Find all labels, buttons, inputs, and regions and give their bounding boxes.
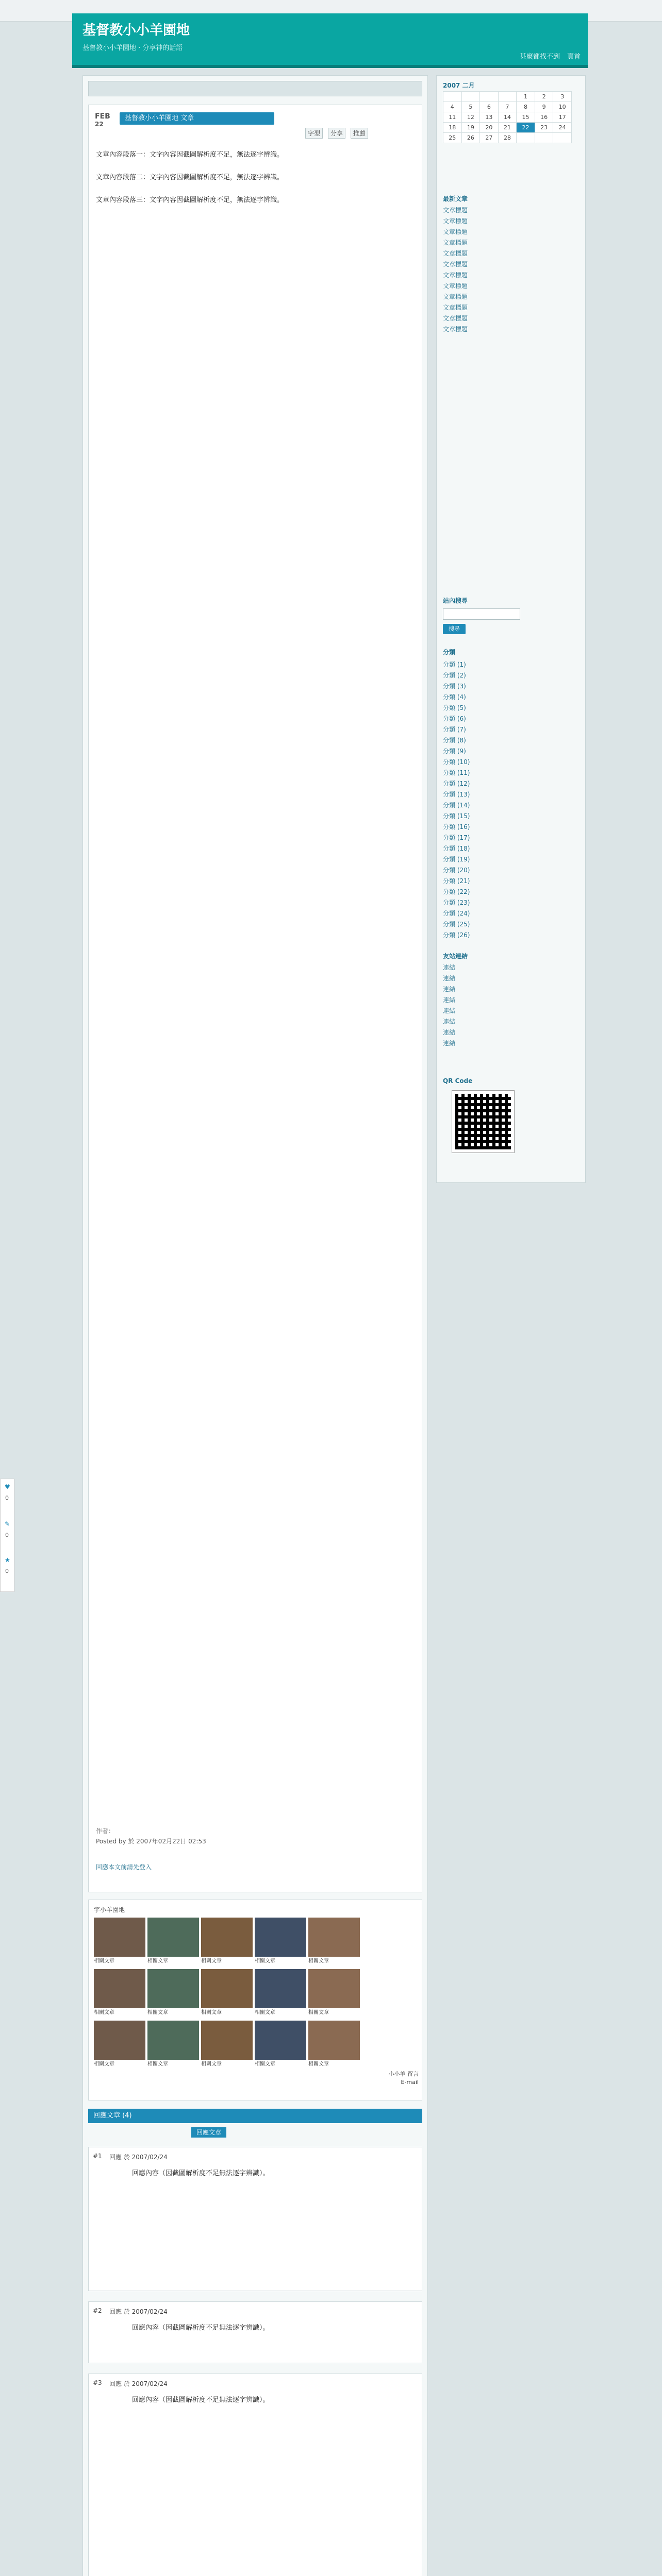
- comment-text: 回應內容（因截圖解析度不足無法逐字辨識）。: [132, 2396, 270, 2404]
- calendar-day[interactable]: 19: [461, 123, 480, 133]
- calendar-day: [443, 92, 462, 102]
- category-link[interactable]: 分類 (25): [443, 921, 470, 928]
- breadcrumb-bar: [88, 81, 422, 96]
- related-caption[interactable]: 相關文章: [147, 1958, 168, 1964]
- calendar-day[interactable]: 11: [443, 112, 462, 123]
- calendar-day[interactable]: 14: [498, 112, 517, 123]
- comment-count: 0: [5, 1532, 9, 1538]
- header-right: [433, 13, 588, 68]
- friend-link[interactable]: 連結: [443, 986, 456, 993]
- article-paragraph: 文章內容段落三：文字內容因截圖解析度不足，無法逐字辨識。: [96, 196, 284, 204]
- recent-post-link[interactable]: 文章標題: [443, 207, 468, 214]
- calendar-day[interactable]: 12: [461, 112, 480, 123]
- category-header: 分類: [443, 649, 456, 656]
- calendar-day[interactable]: 8: [517, 102, 535, 112]
- calendar-day[interactable]: 9: [535, 102, 553, 112]
- related-caption[interactable]: 相關文章: [94, 2010, 114, 2015]
- blog-title[interactable]: 基督教小小羊園地: [82, 23, 190, 38]
- calendar-day[interactable]: 3: [553, 92, 572, 102]
- friend-link[interactable]: 連結: [443, 964, 456, 971]
- calendar-day[interactable]: 5: [461, 102, 480, 112]
- calendar-day: [535, 133, 553, 143]
- links-header: 友站連結: [443, 953, 468, 960]
- calendar-day: [553, 133, 572, 143]
- friend-link[interactable]: 連結: [443, 1029, 456, 1036]
- article-posted: Posted by 於 2007年02月22日 02:53: [96, 1838, 206, 1845]
- friend-link[interactable]: 連結: [443, 1040, 456, 1047]
- category-link[interactable]: 分類 (20): [443, 867, 470, 874]
- category-link[interactable]: 分類 (11): [443, 769, 470, 776]
- related-caption[interactable]: 相關文章: [255, 1958, 275, 1964]
- date-month: FEB: [95, 112, 110, 121]
- calendar-day[interactable]: 13: [480, 112, 499, 123]
- category-link[interactable]: 分類 (3): [443, 683, 466, 690]
- article-paragraph: 文章內容段落一：文字內容因截圖解析度不足，無法逐字辨識。: [96, 151, 284, 159]
- calendar-day: [498, 92, 517, 102]
- sidebar: [436, 75, 586, 1183]
- qr-header: QR Code: [443, 1077, 473, 1084]
- related-thumbnail[interactable]: [147, 1969, 199, 2008]
- comment-byline: 回應 於 2007/02/24: [109, 2154, 168, 2161]
- related-caption[interactable]: 相關文章: [201, 1958, 222, 1964]
- related-thumbnail[interactable]: [94, 1969, 145, 2008]
- calendar-day[interactable]: 18: [443, 123, 462, 133]
- related-thumbnail[interactable]: [147, 1918, 199, 1957]
- header-links: [515, 51, 581, 61]
- related-thumbnail[interactable]: [255, 2021, 306, 2060]
- blog-subtitle: 基督教小小羊園地 · 分享神的話語: [82, 44, 183, 52]
- recent-post-link[interactable]: 文章標題: [443, 228, 468, 235]
- search-header: 站內搜尋: [443, 597, 468, 604]
- font-button[interactable]: 字型: [305, 128, 323, 139]
- category-link[interactable]: 分類 (5): [443, 704, 466, 711]
- related-caption[interactable]: 相關文章: [308, 1958, 329, 1964]
- category-link[interactable]: 分類 (10): [443, 758, 470, 766]
- friend-link[interactable]: 連結: [443, 1018, 456, 1025]
- bookmark-count: 0: [5, 1568, 9, 1574]
- blog-header: [72, 13, 433, 68]
- related-thumbnail[interactable]: [308, 1969, 360, 2008]
- related-caption[interactable]: 相關文章: [255, 2061, 275, 2067]
- calendar-day[interactable]: 20: [480, 123, 499, 133]
- related-caption[interactable]: 相關文章: [201, 2061, 222, 2067]
- category-link[interactable]: 分類 (1): [443, 661, 466, 668]
- calendar-day[interactable]: 24: [553, 123, 572, 133]
- category-link[interactable]: 分類 (19): [443, 856, 470, 863]
- category-link[interactable]: 分類 (21): [443, 877, 470, 885]
- calendar-day: [517, 133, 535, 143]
- friend-links: [443, 963, 577, 1049]
- calendar-day[interactable]: 22: [517, 123, 535, 133]
- recent-post-link[interactable]: 文章標題: [443, 326, 468, 333]
- related-caption[interactable]: 相關文章: [147, 2061, 168, 2067]
- recent-header: 最新文章: [443, 195, 468, 202]
- related-links: [367, 2070, 419, 2087]
- date-day: 22: [95, 121, 104, 128]
- bookmark-icon[interactable]: ★: [5, 1556, 10, 1564]
- recent-post-link[interactable]: 文章標題: [443, 272, 468, 279]
- category-link[interactable]: 分類 (17): [443, 834, 470, 841]
- comment-number: #1: [93, 2153, 102, 2160]
- header-link[interactable]: 甚麼都找不到: [519, 53, 560, 61]
- calendar: [443, 91, 572, 143]
- calendar-day[interactable]: 16: [535, 112, 553, 123]
- category-list: [443, 660, 577, 941]
- calendar-day: [480, 92, 499, 102]
- comment: [88, 2374, 422, 2576]
- calendar-day[interactable]: 23: [535, 123, 553, 133]
- recent-post-link[interactable]: 文章標題: [443, 239, 468, 246]
- category-link[interactable]: 分類 (26): [443, 931, 470, 939]
- like-count: 0: [5, 1495, 9, 1501]
- friend-link[interactable]: 連結: [443, 975, 456, 982]
- category-link[interactable]: 分類 (7): [443, 726, 466, 733]
- header-link[interactable]: 頁首: [567, 53, 581, 61]
- article-title[interactable]: 基督教小小羊園地 文章: [120, 112, 274, 125]
- comments-subheader[interactable]: 回應文章: [191, 2127, 226, 2138]
- related-thumbnail[interactable]: [201, 2021, 253, 2060]
- category-link[interactable]: 分類 (15): [443, 812, 470, 820]
- comment: [88, 2147, 422, 2291]
- category-link[interactable]: 分類 (16): [443, 823, 470, 831]
- category-link[interactable]: 分類 (12): [443, 780, 470, 787]
- article-author: 作者：: [96, 1827, 115, 1835]
- calendar-day[interactable]: 7: [498, 102, 517, 112]
- comment: [88, 2301, 422, 2363]
- related-thumbnail[interactable]: [94, 2021, 145, 2060]
- category-link[interactable]: 分類 (4): [443, 693, 466, 701]
- related-caption[interactable]: 相關文章: [94, 1958, 114, 1964]
- article: [88, 105, 422, 1892]
- related-header: 字小羊園地: [94, 1906, 125, 1913]
- comment-byline: 回應 於 2007/02/24: [109, 2308, 168, 2315]
- related-thumbnail[interactable]: [308, 2021, 360, 2060]
- recent-post-link[interactable]: 文章標題: [443, 250, 468, 257]
- main-column: [82, 75, 428, 2576]
- related-thumbnail[interactable]: [255, 1918, 306, 1957]
- recent-post-link[interactable]: 文章標題: [443, 261, 468, 268]
- qr-code-image: [452, 1091, 514, 1153]
- related-thumbnail[interactable]: [201, 1918, 253, 1957]
- category-link[interactable]: 分類 (6): [443, 715, 466, 722]
- reply-login-link[interactable]: 回應本文前請先登入: [96, 1863, 152, 1871]
- related-caption[interactable]: 相關文章: [255, 2010, 275, 2015]
- related-caption[interactable]: 相關文章: [147, 2010, 168, 2015]
- calendar-day[interactable]: 6: [480, 102, 499, 112]
- comment-number: #3: [93, 2379, 102, 2386]
- search-button[interactable]: 搜尋: [443, 624, 466, 634]
- share-button[interactable]: 分享: [328, 128, 345, 139]
- related-thumbnail[interactable]: [255, 1969, 306, 2008]
- recent-post-link[interactable]: 文章標題: [443, 217, 468, 225]
- category-link[interactable]: 分類 (13): [443, 791, 470, 798]
- calendar-header: 2007 二月: [443, 82, 475, 89]
- calendar-day[interactable]: 4: [443, 102, 462, 112]
- left-rail: [0, 1479, 14, 1592]
- calendar-day[interactable]: 27: [480, 133, 499, 143]
- recent-post-link[interactable]: 文章標題: [443, 282, 468, 290]
- related-caption[interactable]: 相關文章: [308, 2010, 329, 2015]
- article-meta: [96, 1826, 415, 1872]
- category-link[interactable]: 分類 (24): [443, 910, 470, 917]
- comments-header: 回應文章 (4): [88, 2109, 422, 2123]
- category-link[interactable]: 分類 (8): [443, 737, 466, 744]
- related-box: [88, 1900, 422, 2100]
- category-link[interactable]: 分類 (14): [443, 802, 470, 809]
- comment-text: 回應內容（因截圖解析度不足無法逐字辨識）。: [132, 2170, 270, 2177]
- comment-text: 回應內容（因截圖解析度不足無法逐字辨識）。: [132, 2324, 270, 2332]
- article-paragraph: 文章內容段落二：文字內容因截圖解析度不足，無法逐字辨識。: [96, 174, 284, 181]
- related-link[interactable]: E-mail: [401, 2079, 419, 2086]
- recent-posts: [443, 206, 577, 335]
- article-toolbar: [305, 128, 419, 139]
- category-link[interactable]: 分類 (23): [443, 899, 470, 906]
- calendar-day[interactable]: 28: [498, 133, 517, 143]
- calendar-day[interactable]: 15: [517, 112, 535, 123]
- calendar-day[interactable]: 10: [553, 102, 572, 112]
- recommend-button[interactable]: 推薦: [351, 128, 368, 139]
- category-link[interactable]: 分類 (9): [443, 748, 466, 755]
- calendar-day[interactable]: 26: [461, 133, 480, 143]
- calendar-grid: [443, 91, 572, 143]
- like-icon[interactable]: ♥: [5, 1483, 10, 1490]
- friend-link[interactable]: 連結: [443, 996, 456, 1004]
- category-link[interactable]: 分類 (22): [443, 888, 470, 895]
- related-caption[interactable]: 相關文章: [308, 2061, 329, 2067]
- related-thumbnail[interactable]: [201, 1969, 253, 2008]
- recent-post-link[interactable]: 文章標題: [443, 304, 468, 311]
- search-input[interactable]: [443, 608, 520, 620]
- related-thumbnail[interactable]: [147, 2021, 199, 2060]
- category-link[interactable]: 分類 (2): [443, 672, 466, 679]
- calendar-day: [461, 92, 480, 102]
- calendar-day[interactable]: 17: [553, 112, 572, 123]
- comment-number: #2: [93, 2307, 102, 2314]
- recent-post-link[interactable]: 文章標題: [443, 315, 468, 322]
- category-link[interactable]: 分類 (18): [443, 845, 470, 852]
- calendar-day[interactable]: 1: [517, 92, 535, 102]
- related-thumbnail[interactable]: [94, 1918, 145, 1957]
- calendar-day[interactable]: 2: [535, 92, 553, 102]
- article-body: [96, 149, 415, 217]
- calendar-day[interactable]: 25: [443, 133, 462, 143]
- recent-post-link[interactable]: 文章標題: [443, 293, 468, 300]
- comment-icon[interactable]: ✎: [5, 1520, 10, 1528]
- related-thumbnail[interactable]: [308, 1918, 360, 1957]
- related-caption[interactable]: 相關文章: [94, 2061, 114, 2067]
- comment-byline: 回應 於 2007/02/24: [109, 2380, 168, 2387]
- related-link[interactable]: 小小羊 留言: [388, 2071, 419, 2077]
- friend-link[interactable]: 連結: [443, 1007, 456, 1014]
- related-caption[interactable]: 相關文章: [201, 2010, 222, 2015]
- calendar-day[interactable]: 21: [498, 123, 517, 133]
- article-date: [95, 112, 110, 128]
